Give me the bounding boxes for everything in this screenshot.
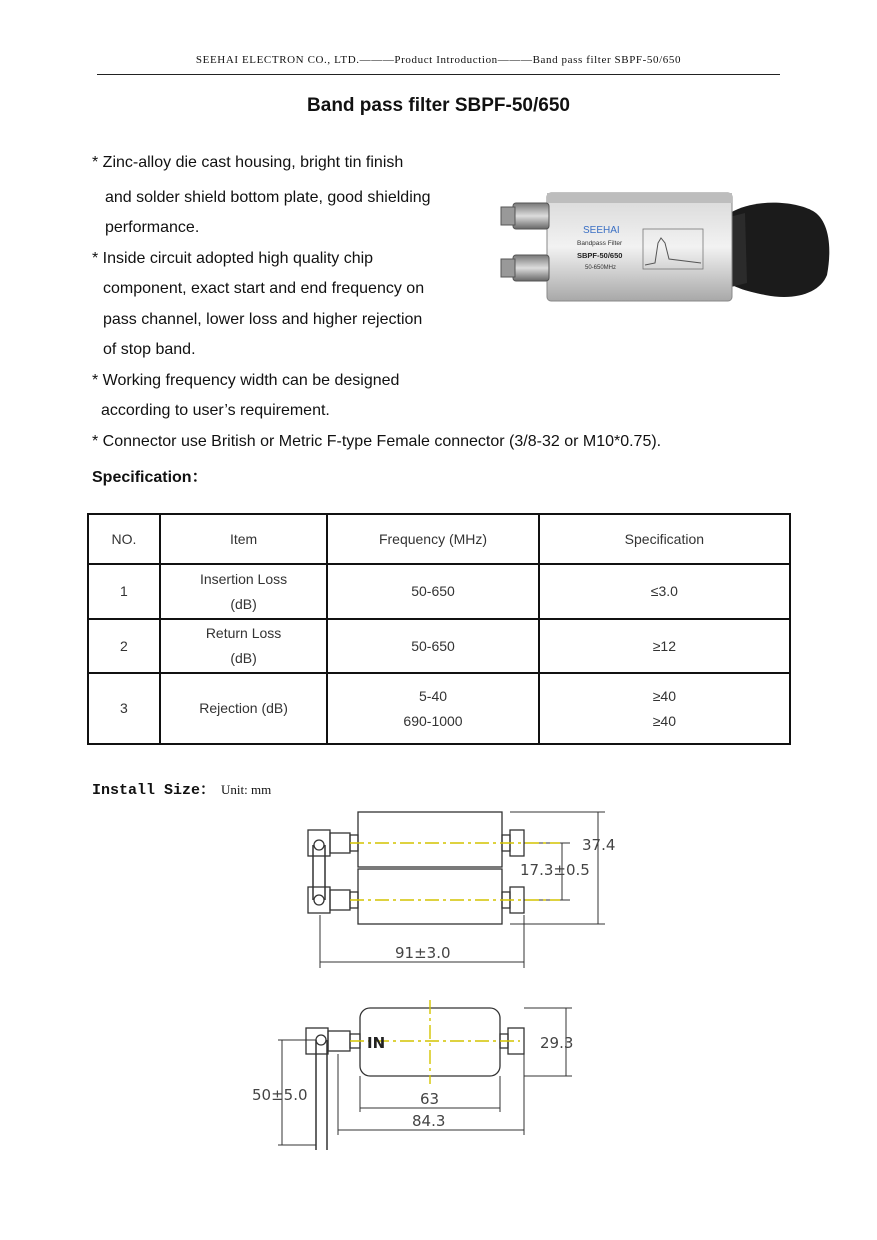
- install-size-heading: Install Size： Unit: mm: [92, 782, 272, 799]
- col-header-item: Item: [160, 514, 328, 564]
- row-no: 2: [88, 619, 160, 673]
- feature-line: * Connector use British or Metric F-type Female connector (3/8-32 or M10*0.75).: [92, 433, 662, 450]
- row-spec: ≥12: [539, 619, 790, 673]
- row-item: Return Loss (dB): [160, 619, 328, 673]
- table-row: [88, 673, 790, 744]
- dim-total: 84.3: [412, 1112, 446, 1130]
- dim-body: 63: [420, 1090, 440, 1108]
- specification-heading: Specification：: [92, 469, 208, 486]
- photo-model: SBPF-50/650: [577, 251, 623, 260]
- feature-line: and solder shield bottom plate, good shielding: [105, 189, 431, 206]
- feature-line: performance.: [105, 219, 200, 236]
- row-spec: ≤3.0: [539, 564, 790, 619]
- photo-range: 50-650MHz: [585, 265, 617, 271]
- dim-length: 91±3.0: [395, 944, 451, 962]
- table-row: [88, 564, 790, 619]
- install-unit: Unit: mm: [221, 782, 272, 797]
- port-label: IN: [367, 1034, 386, 1052]
- row-item: Rejection (dB): [160, 673, 328, 744]
- feature-line: * Inside circuit adopted high quality chip: [92, 250, 374, 267]
- photo-product: Bandpass Filter: [577, 240, 623, 247]
- feature-line: component, exact start and end frequency on: [103, 280, 425, 297]
- page-header: SEEHAI ELECTRON CO., LTD.———Product Introduction———Band pass filter SBPF-50/650: [195, 54, 682, 66]
- row-item: Insertion Loss (dB): [160, 564, 328, 619]
- dim-width: 29.3: [540, 1034, 574, 1052]
- product-photo: [495, 183, 840, 313]
- row-no: 3: [88, 673, 160, 744]
- table-header-row: [88, 514, 790, 564]
- dim-height: 37.4: [582, 836, 616, 854]
- photo-brand: SEEHAI: [583, 225, 620, 236]
- dim-lead: 50±5.0: [252, 1086, 308, 1104]
- feature-line: of stop band.: [103, 341, 196, 358]
- install-drawing: [240, 800, 640, 1160]
- row-frequency: 5-40 690-1000: [327, 673, 538, 744]
- header-rule: [97, 74, 780, 75]
- row-no: 1: [88, 564, 160, 619]
- row-frequency: 50-650: [327, 564, 538, 619]
- feature-line: according to user’s requirement.: [101, 402, 330, 419]
- row-spec: ≥40 ≥40: [539, 673, 790, 744]
- page-title: Band pass filter SBPF-50/650: [307, 95, 570, 116]
- feature-line: * Working frequency width can be designed: [92, 372, 400, 389]
- specification-table: [87, 513, 791, 745]
- col-header-frequency: Frequency (MHz): [327, 514, 538, 564]
- table-row: [88, 619, 790, 673]
- col-header-specification: Specification: [539, 514, 790, 564]
- row-frequency: 50-650: [327, 619, 538, 673]
- col-header-no: NO.: [88, 514, 160, 564]
- feature-line: pass channel, lower loss and higher rejection: [103, 311, 423, 328]
- feature-line: * Zinc-alloy die cast housing, bright tin finish: [92, 154, 404, 171]
- dim-spacing: 17.3±0.5: [520, 861, 590, 879]
